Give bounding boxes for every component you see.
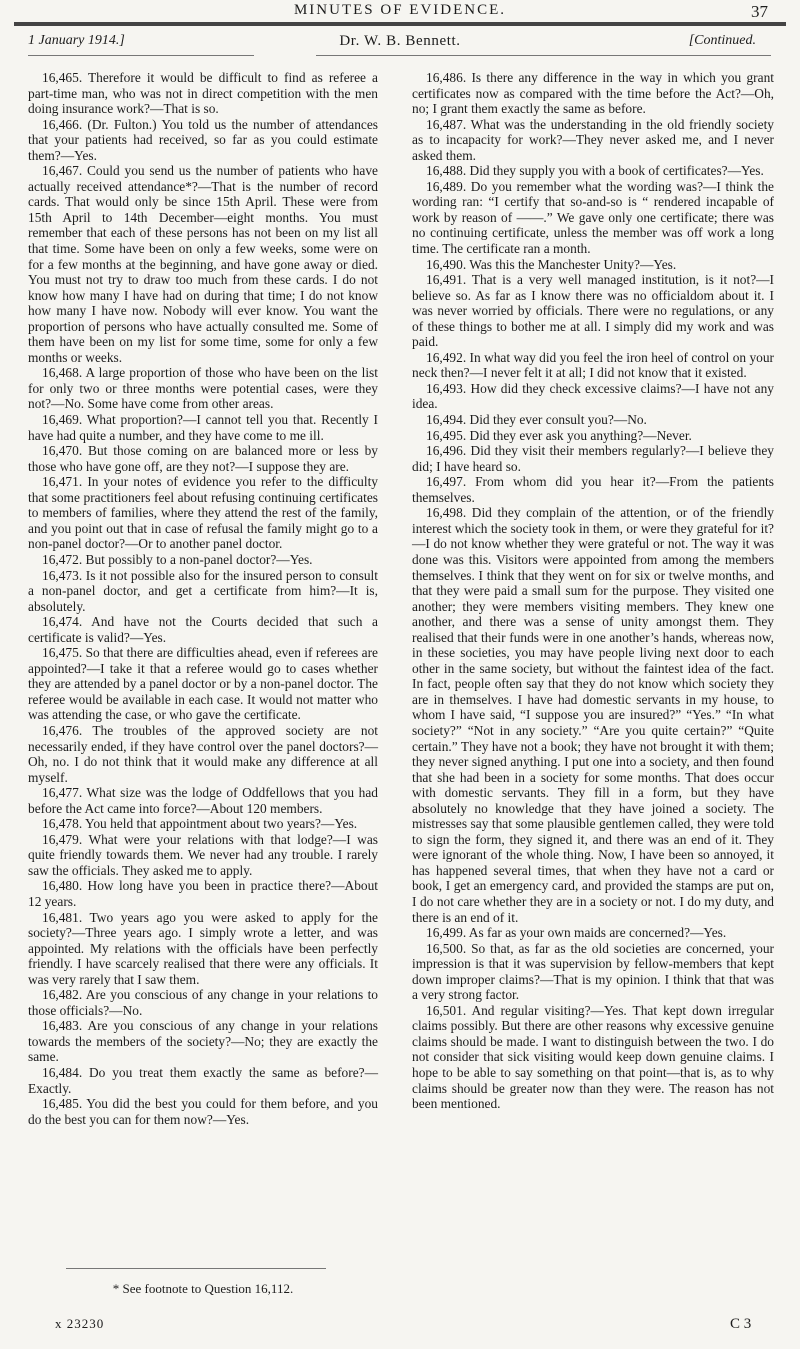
sitting-date: 1 January 1914.] (28, 33, 125, 48)
question-paragraph: 16,468. A large proportion of those who have been on the list for only two or three months were potential cases, were they not?—No. Some have come from other areas. (28, 365, 378, 412)
question-paragraph: 16,491. That is a very well managed institution, is it not?—I believe so. As far as I know there was no officialdom about it. I was never worried by officials. There were no regulations, or any of these things to bother me at all. I simply did my work and was paid. (412, 272, 774, 350)
question-paragraph: 16,469. What proportion?—I cannot tell you that. Recently I have had quite a number, and they have come to me ill. (28, 412, 378, 443)
subheader-rule-left (28, 55, 254, 56)
question-paragraph: 16,489. Do you remember what the wording was?—I think the wording ran: “I certify that so-and-so is “ rendered incapable of work by reason of ——.” We gave only one certificate; there was no continuing certificate, unless the member was off work a long time. The certificate ran a month. (412, 178, 774, 257)
question-paragraph: 16,471. In your notes of evidence you refer to the difficulty that some practitioners feel about refusing continuing certificates to members of families, where they attend the rest of the family, and you point out that in case of refusal the family might go to a non-panel doctor?—Or to another panel doctor. (28, 474, 378, 552)
printer-signature: x 23230 (55, 1316, 105, 1331)
question-paragraph: 16,476. The troubles of the approved society are not necessarily ended, if they have control over the panel doctors?—Oh, no. I do not think that it would make any difference at all myself. (28, 722, 378, 785)
footnote-rule (66, 1268, 326, 1269)
question-paragraph: 16,500. So that, as far as the old societies are concerned, your impression is that it was supervision by fellow-members that kept down improper claims?—That is my opinion. I think that that was a very strong factor. (412, 940, 774, 1003)
subheader-rule-right (316, 55, 771, 56)
question-paragraph: 16,483. Are you conscious of any change in your relations towards the members of the society?—No; they are exactly the same. (28, 1018, 378, 1065)
sheet-signature: C 3 (730, 1316, 752, 1332)
question-paragraph: 16,501. And regular visiting?—Yes. That kept down irregular claims possibly. But there are other reasons why excessive genuine claims should be made. I want to distinguish between the two. I do not consider that sick visiting would keep down genuine claims. I hope to be able to say something on that point—that is, as to why claims should be greater now than they were. The reason has not been mentioned. (412, 1002, 774, 1112)
header-rule (14, 22, 786, 26)
question-paragraph: 16,497. From whom did you hear it?—From the patients themselves. (412, 474, 774, 505)
question-paragraph: 16,481. Two years ago you were asked to apply for the society?—Three years ago. I simply wrote a letter, and was appointed. My relations with the officials have been perfectly friendly. I have scarcely realised that there were any officials. It was very rarely that I saw them. (28, 909, 378, 987)
question-paragraph: 16,485. You did the best you could for them before, and you do the best you can for them now?—Yes. (28, 1096, 378, 1127)
footnote-area (28, 1268, 378, 1297)
right-column (412, 70, 774, 1112)
question-paragraph: 16,494. Did they ever consult you?—No. (426, 412, 647, 428)
question-paragraph: 16,499. As far as your own maids are concerned?—Yes. (426, 925, 727, 941)
continued-label: [Continued. (688, 33, 756, 48)
page-number: 37 (751, 2, 768, 21)
question-paragraph: 16,473. Is it not possible also for the insured person to consult a non-panel doctor, and get a certificate from him?—It is, absolutely. (28, 567, 378, 614)
question-paragraph: 16,493. How did they check excessive claims?—I have not any idea. (412, 380, 774, 412)
question-paragraph: 16,474. And have not the Courts decided that such a certificate is valid?—Yes. (28, 614, 378, 645)
question-paragraph: 16,479. What were your relations with that lodge?—I was quite friendly towards them. We never had any trouble. I rarely saw the officials. They asked me to apply. (28, 831, 378, 878)
question-paragraph: 16,498. Did they complain of the attention, or of the friendly interest which the society took in them, or were they grateful for it?—I do not know whether they were grateful or not. The way it was done was this. Visitors were appointed from among the members themselves. I think that they went on for six or twelve months, and that they were paid a small sum for the purpose. They visited one another; they were members visiting members. They knew one another, and there was a sense of unity amongst them. They realised that their funds were in one another’s hands, whereas now, in these societies, you may have people living next door to each other in the same society, but without the faintest idea of the fact. In fact, people often say that they do not know which society they are in themselves. I have had domestic servants in my house, to whom I have said, “I suppose you are insured?” “Yes.” “In what society?” “Not in any society.” “Are you quite certain?” “Quite certain.” They have not a book; they have not brought it with them; they never signed anything. I put one into a society, and then found that she had been in a society for some months. That does occur with domestic servants. They fill in a form, but they have absolutely no knowledge that they have joined a society. The mistresses say that some plausible gentlemen called, they were told to sign the form, they signed it, and there was an end of it. They were ignorant of the whole thing. Now, I have been so annoyed, it has happened several times, that when they have not a card or book, I get an emergency card, and provided the stamps are put on, I do not care whether they are in a society or not. I do my duty, and there is an end of it. (412, 505, 774, 925)
question-paragraph: 16,467. Could you send us the number of patients who have actually received attendance*?—That is the number of record cards. That would only be since 15th April. These were from 15th April to 14th December—eight months. You must remember that each of these persons has not been on my list all that time. Some have been on only a few weeks, some were on for a few months at the beginning, and have gone away or died. You must not try to draw too much from these cards. I do not know how many I have had on during that time; I do not know how many I have now. Nobody will ever know. You want the proportion of persons who have actually consulted me. Some of them have been on my list for some time, some for only a few months or weeks. (28, 163, 378, 365)
question-paragraph: 16,488. Did they supply you with a book of certificates?—Yes. (426, 163, 764, 179)
question-paragraph: 16,490. Was this the Manchester Unity?—Yes. (426, 256, 677, 272)
question-paragraph: 16,492. In what way did you feel the iron heel of control on your neck then?—I never felt it at all; I did not know that it existed. (412, 349, 774, 381)
question-paragraph: 16,466. (Dr. Fulton.) You told us the number of attendances that your patients had received, so far as you could estimate them?—Yes. (28, 116, 378, 163)
witness-name: Dr. W. B. Bennett. (339, 33, 461, 49)
question-paragraph: 16,478. You held that appointment about two years?—Yes. (42, 816, 358, 832)
question-paragraph: 16,475. So that there are difficulties ahead, even if referees are appointed?—I take it that a referee would go to cases whether they are attended by a panel doctor or by a non-panel doctor. The referee would be available in each case. It would not matter who was attending the case, or who gave the certificate. (28, 645, 378, 723)
question-paragraph: 16,477. What size was the lodge of Oddfellows that you had before the Act came into force?—About 120 members. (28, 785, 378, 816)
question-paragraph: 16,487. What was the understanding in the old friendly society as to incapacity for work?—They never asked me, and I never asked them. (412, 116, 774, 163)
question-paragraph: 16,496. Did they visit their members regularly?—I believe they did; I have heard so. (412, 443, 774, 474)
running-head-title: MINUTES OF EVIDENCE. (293, 2, 507, 18)
question-paragraph: 16,472. But possibly to a non-panel doctor?—Yes. (42, 551, 313, 567)
footnote: * See footnote to Question 16,112. (112, 1281, 294, 1296)
question-paragraph: 16,484. Do you treat them exactly the same as before?—Exactly. (28, 1065, 378, 1096)
left-column (28, 70, 378, 1127)
question-paragraph: 16,495. Did they ever ask you anything?—Never. (426, 427, 692, 443)
question-paragraph: 16,482. Are you conscious of any change in your relations to those officials?—No. (28, 987, 378, 1018)
question-paragraph: 16,486. Is there any difference in the way in which you grant certificates now as compared with the time before the Act?—Oh, no; I grant them exactly the same as before. (412, 70, 774, 117)
question-paragraph: 16,480. How long have you been in practice there?—About 12 years. (28, 878, 378, 909)
question-paragraph: 16,465. Therefore it would be difficult to find as referee a part-time man, who was not in direct competition with the men doing insurance work?—That is so. (28, 70, 378, 117)
question-paragraph: 16,470. But those coming on are balanced more or less by those who have gone off, are they not?—I suppose they are. (28, 443, 378, 474)
